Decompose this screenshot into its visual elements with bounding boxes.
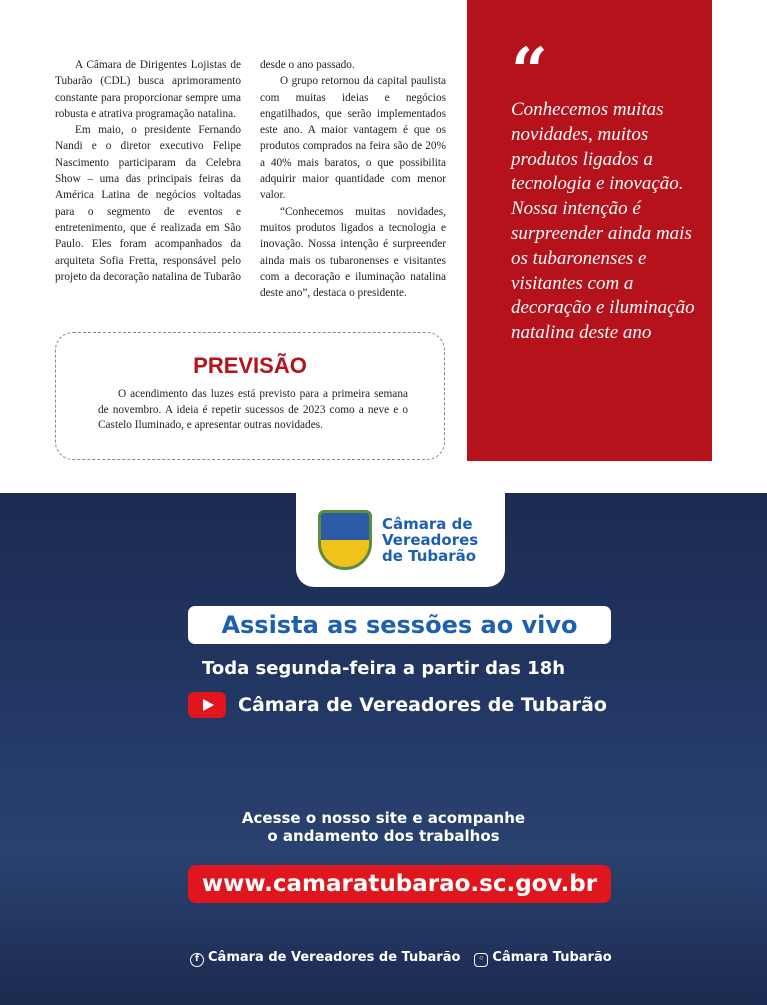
forecast-text: O acendimento das luzes está previsto para a primeira semana de novembro. A ideia é repetir sucessos de 2023 como a neve e o Castelo Iluminado, e apresentar outras novidades.: [98, 388, 408, 432]
chamber-ad-banner: [0, 493, 767, 1005]
youtube-channel[interactable]: [188, 692, 607, 718]
paragraph: desde o ano passado.: [260, 59, 355, 71]
forecast-title: PREVISÃO: [193, 353, 307, 378]
forecast-box: [55, 332, 445, 460]
social-links: [190, 950, 612, 967]
chamber-logo: [296, 493, 505, 587]
schedule: Toda segunda-feira a partir das 18h: [201, 658, 566, 679]
logo-text: Câmara de Vereadores de Tubarão: [382, 515, 479, 565]
paragraph: “Conhecemos muitas novidades, muitos produtos ligados a tecnologia e inovação. Nossa intenção é surpreender ainda mais os tubaronenses e visitantes com a decoração e iluminação natalina deste ano”, destaca o presidente.: [260, 205, 446, 300]
youtube-channel-name: Câmara de Vereadores de Tubarão: [238, 694, 607, 716]
site-intro-line: Acesse o nosso site e acompanhe: [241, 809, 526, 827]
youtube-icon: [188, 692, 226, 718]
facebook-name: Câmara de Vereadores de Tubarão: [208, 950, 461, 965]
site-intro-line: o andamento dos trabalhos: [267, 827, 500, 845]
pull-quote: [467, 0, 712, 461]
article-column-2: [260, 57, 446, 301]
paragraph: O grupo retornou da capital paulista com muitas ideias e negócios engatilhados, que serão implementados este ano. A maior vantagem é que os produtos comprados na feira são de 20% a 40% mais baratos, o que possibilita adquirir maior quantidade com menor valor.: [260, 75, 446, 202]
instagram-icon: ◦: [474, 953, 488, 967]
article-column-1: [55, 57, 241, 285]
facebook-icon: f: [190, 953, 204, 967]
instagram-link[interactable]: [474, 950, 611, 967]
website-link[interactable]: www.camaratubarao.sc.gov.br: [188, 865, 611, 903]
quote-mark-icon: “: [511, 34, 548, 109]
pull-quote-text: Conhecemos muitas novidades, muitos produtos ligados a tecnologia e inovação. Nossa intenção é surpreender ainda mais os tubaronenses e visitantes com a decoração e iluminação natalina deste ano: [511, 99, 695, 344]
instagram-name: Câmara Tubarão: [492, 950, 612, 965]
site-intro: [0, 809, 767, 845]
crest-icon: [318, 510, 372, 570]
facebook-link[interactable]: [190, 950, 460, 967]
paragraph: A Câmara de Dirigentes Lojistas de Tubarão (CDL) busca aprimoramento constante para proporcionar sempre uma robusta e atrativa programação natalina.: [55, 59, 241, 120]
headline: Assista as sessões ao vivo: [188, 606, 611, 644]
paragraph: Em maio, o presidente Fernando Nandi e o diretor executivo Felipe Nascimento participaram da Celebra Show – uma das principais feiras da América Latina de negócios voltadas para o segmento de eventos e entretenimento, que é realizada em São Paulo. Eles foram acompanhados da arquiteta Sofia Fretta, responsável pelo projeto da decoração natalina de Tubarão: [55, 124, 242, 283]
